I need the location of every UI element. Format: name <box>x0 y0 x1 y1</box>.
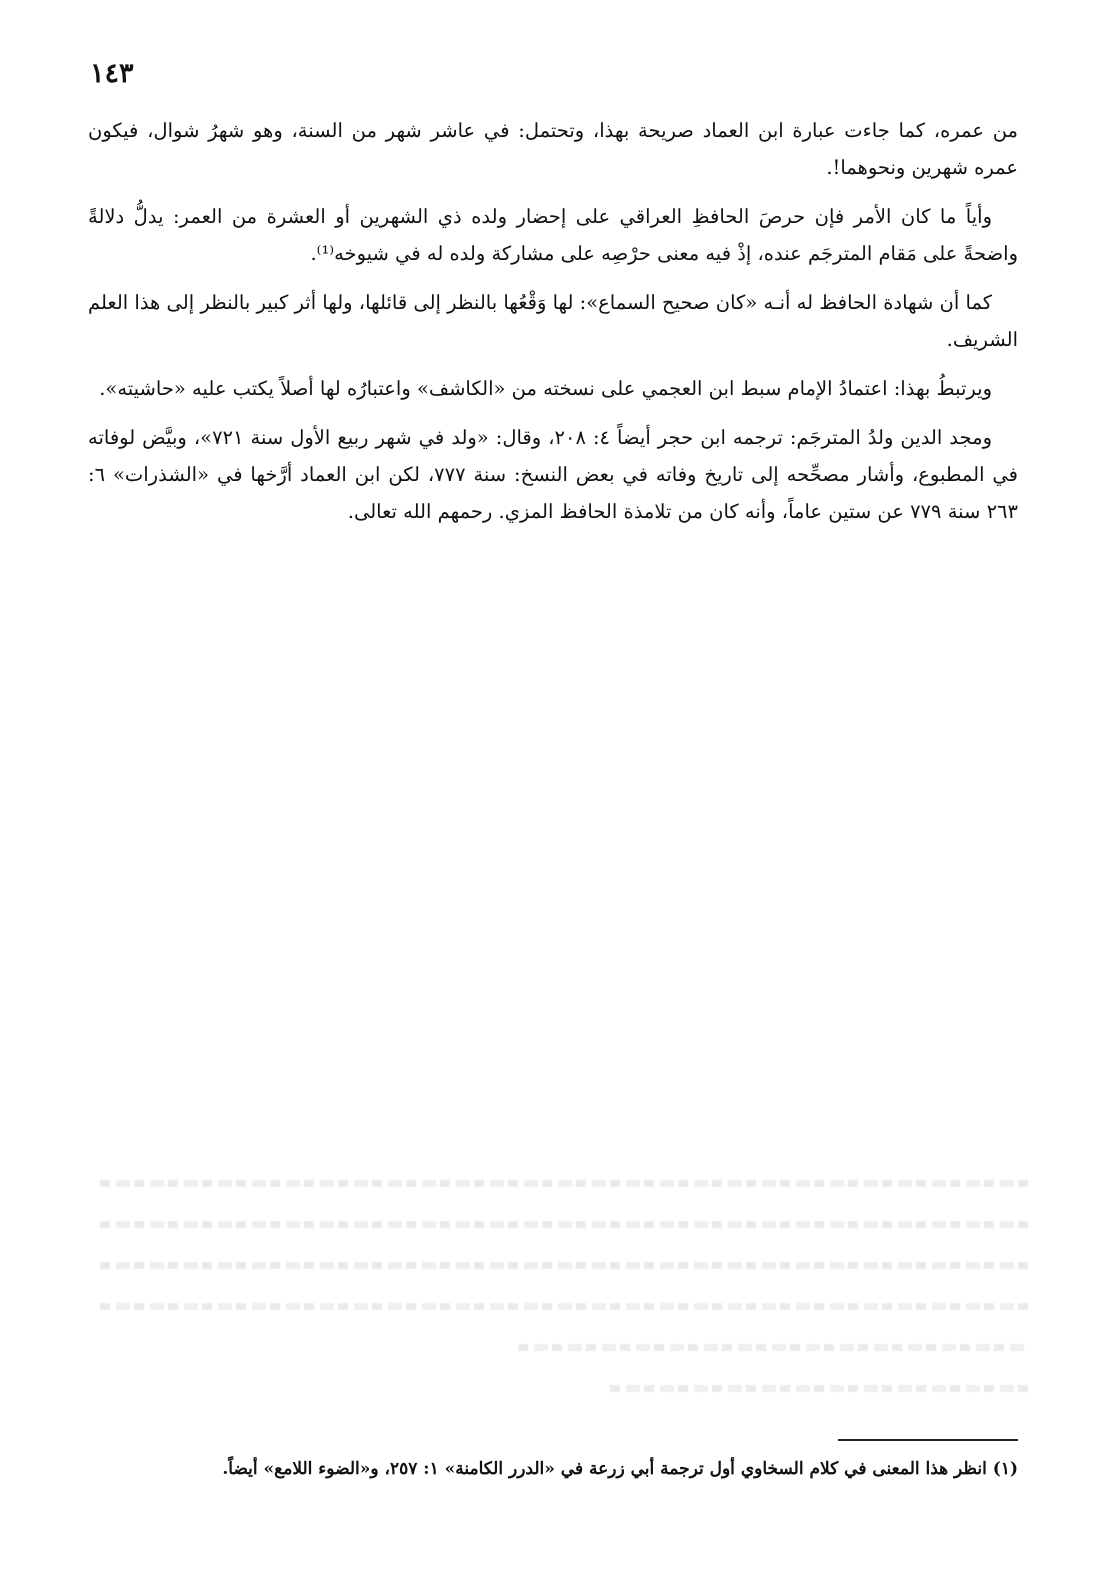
footnote-divider <box>838 1439 1018 1441</box>
paragraph-1: من عمره، كما جاءت عبارة ابن العماد صريحة بهذا، وتحتمل: في عاشر شهر من السنة، وهو شهرُ شوال، فيكون عمره شهرين ونحوهما!. <box>88 119 1018 179</box>
paragraph-5: ومجد الدين ولدُ المترجَم: ترجمه ابن حجر أيضاً ٤: ٢٠٨، وقال: «ولد في شهر ربيع الأول سنة ٧٢١»، وبيَّض لوفاته في المطبوع، وأشار مصحِّحه إلى تاريخ وفاته في بعض النسخ: سنة ٧٧٧، لكن ابن العماد أرَّخها في «الشذرات» ٦: ٢٦٣ سنة ٧٧٩ عن ستين عاماً، وأنه كان من تلامذة الحافظ المزي. رحمهم الله تعالى. <box>88 426 1018 523</box>
footnote: (١) انظر هذا المعنى في كلام السخاوي أول ترجمة أبي زرعة في «الدرر الكامنة» ١: ٢٥٧، و«الضوء اللامع» أيضاً. <box>222 1459 1018 1479</box>
show-through-line <box>610 1385 1028 1392</box>
show-through-line <box>100 1262 1028 1269</box>
show-through-line <box>100 1221 1028 1228</box>
show-through-line <box>518 1344 1028 1351</box>
show-through-line <box>100 1303 1028 1310</box>
show-through-line <box>100 1180 1028 1187</box>
page-number: ١٤٣ <box>90 58 134 89</box>
show-through-text <box>100 1180 1028 1450</box>
paragraph-2: وأياً ما كان الأمر فإن حرصَ الحافظِ العراقي على إحضار ولده ذي الشهرين أو العشرة من العمر: يدلُّ دلالةً واضحةً على مَقام المترجَم عنده، إذْ فيه معنى حرْصِه على مشاركة ولده له في شيوخه⁽¹⁾. <box>88 205 1018 265</box>
body-text <box>88 112 1018 542</box>
paragraph-3: كما أن شهادة الحافظ له أنـه «كان صحيح السماع»: لها وَقْعُها بالنظر إلى قائلها، ولها أثر كبير بالنظر إلى هذا العلم الشريف. <box>88 291 1018 351</box>
paragraph-4: ويرتبطُ بهذا: اعتمادُ الإمام سبط ابن العجمي على نسخته من «الكاشف» واعتبارُه لها أصلاً يكتب عليه «حاشيته». <box>99 377 992 400</box>
